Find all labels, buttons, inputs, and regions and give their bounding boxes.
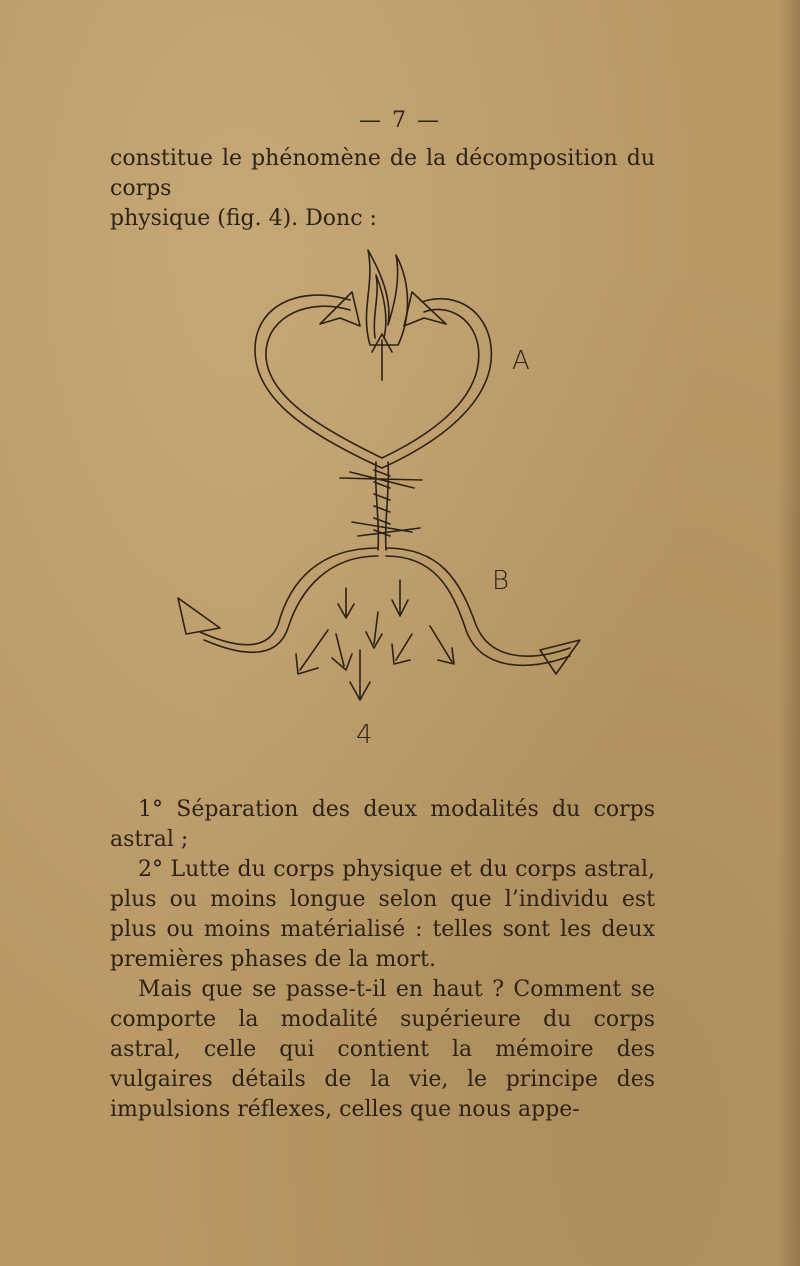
list-item-1: 1° Séparation des deux modalités du corps astral ; bbox=[110, 797, 655, 852]
figure-4-diagram bbox=[160, 230, 590, 770]
body-text bbox=[110, 795, 655, 1125]
down-arrow-1 bbox=[338, 588, 354, 618]
lower-right-branch bbox=[386, 548, 570, 656]
figure-label-a: A bbox=[512, 346, 530, 376]
lower-left-branch bbox=[200, 548, 378, 645]
upper-loop-outer bbox=[255, 295, 491, 468]
figure-number-label: 4 bbox=[356, 720, 373, 750]
right-end-arrowhead bbox=[540, 640, 580, 674]
down-arrow-6 bbox=[392, 634, 412, 664]
center-up-arrow bbox=[372, 334, 392, 380]
upper-loop-inner bbox=[266, 306, 479, 458]
figure-label-b: B bbox=[492, 566, 510, 596]
left-end-arrowhead bbox=[178, 598, 220, 634]
intro-line-2: physique (fig. 4). Donc : bbox=[110, 206, 377, 231]
page-edge-shadow bbox=[778, 0, 800, 1266]
flame-outline bbox=[366, 250, 407, 345]
down-arrow-7 bbox=[430, 626, 454, 664]
knot-upper bbox=[340, 472, 422, 488]
lower-left-branch-inner bbox=[204, 556, 378, 652]
down-arrow-3 bbox=[366, 612, 382, 648]
down-arrow-5 bbox=[332, 634, 352, 670]
list-item-2: 2° Lutte du corps physique et du corps astral, plus ou moins longue selon que l’individu est plus ou moins matérialisé : telles sont les deux premières phases de la mort. bbox=[110, 857, 655, 972]
down-arrow-2 bbox=[392, 580, 408, 616]
down-arrow-4 bbox=[296, 630, 328, 674]
intro-line-1: constitue le phénomène de la décomposition du corps bbox=[110, 146, 655, 201]
page-number: — 7 — bbox=[359, 108, 441, 133]
down-arrow-8 bbox=[350, 650, 370, 700]
body-paragraph: Mais que se passe-t-il en haut ? Comment se comporte la modalité supérieure du corps astral, celle qui contient la mémoire des vulgaires détails de la vie, le principe des impulsions réflexes, celles que nous appe- bbox=[110, 977, 655, 1122]
intro-text bbox=[110, 144, 655, 234]
diagram-svg bbox=[160, 230, 590, 770]
